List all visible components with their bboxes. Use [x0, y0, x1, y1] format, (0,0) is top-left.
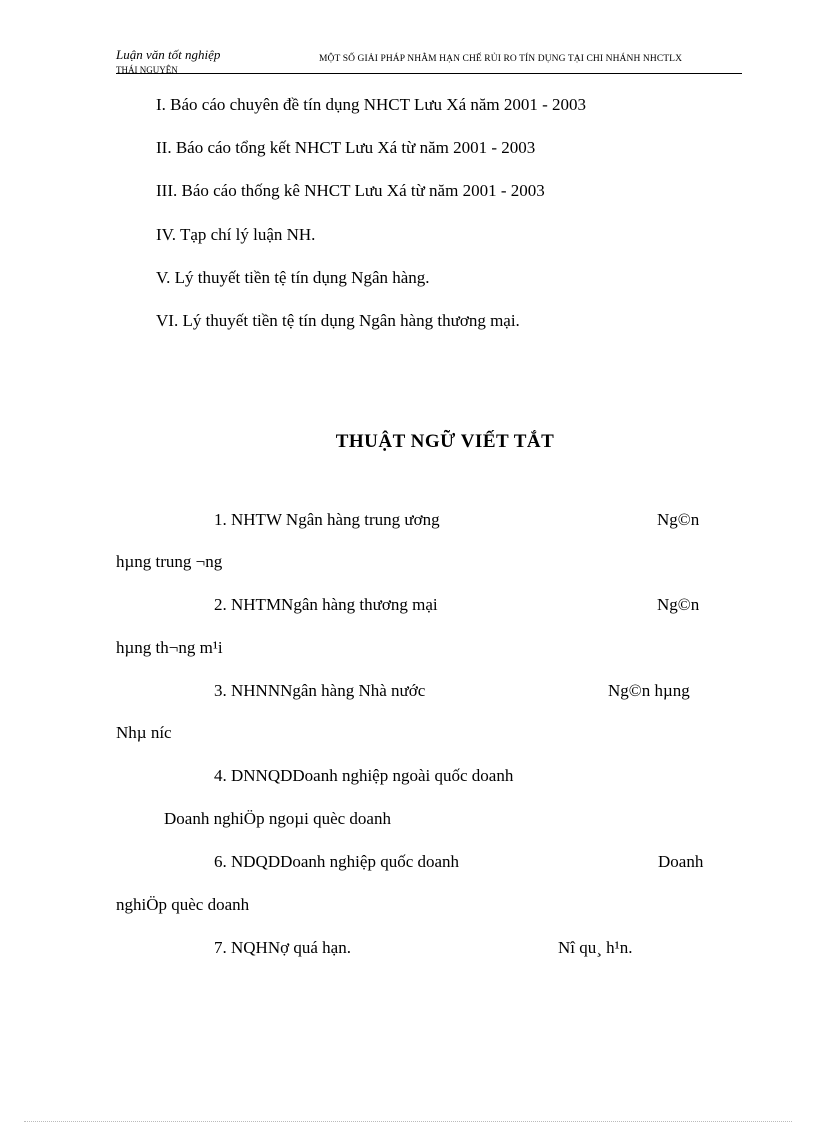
header-location: THÁI NGUYÊN	[116, 65, 178, 75]
abbreviation-legacy-text: hµng trung ¬ng	[116, 552, 223, 571]
abbreviation-legacy-text: Nî qu¸ h¹n.	[558, 938, 633, 957]
abbreviation-entry: 4. DNNQDDoanh nghiệp ngoài quốc doanh	[214, 766, 514, 785]
abbreviation-entry: 2. NHTMNgân hàng thương mại	[214, 595, 438, 614]
header-thesis-label: Luận văn tốt nghiệp	[116, 47, 221, 62]
abbreviation-entry: 7. NQHNợ quá hạn.	[214, 938, 351, 957]
reference-item: II. Báo cáo tổng kết NHCT Lưu Xá từ năm 2001 - 2003	[156, 138, 536, 157]
reference-item: IV. Tạp chí lý luận NH.	[156, 225, 316, 244]
section-title: THUẬT NGỮ VIẾT TẮT	[335, 431, 555, 452]
page-header	[116, 48, 742, 76]
reference-item: VI. Lý thuyết tiền tệ tín dụng Ngân hàng thương mại.	[156, 311, 520, 330]
abbreviation-legacy-text: Ng©n	[657, 595, 700, 614]
abbreviation-legacy-text: Ng©n	[657, 510, 700, 529]
reference-item: V. Lý thuyết tiền tệ tín dụng Ngân hàng.	[156, 268, 430, 287]
abbreviation-legacy-text: Doanh	[658, 852, 704, 871]
abbreviation-legacy-text: nghiÖp quèc doanh	[116, 895, 250, 914]
abbreviation-legacy-text: Nhµ níc	[116, 723, 172, 742]
abbreviation-legacy-text: hµng th¬ng m¹i	[116, 638, 223, 657]
abbreviation-entry: 3. NHNNNgân hàng Nhà nước	[214, 681, 426, 700]
abbreviation-legacy-text: Doanh nghiÖp ngoµi quèc doanh	[164, 809, 391, 828]
abbreviation-entry: 6. NDQDDoanh nghiệp quốc doanh	[214, 852, 460, 871]
reference-item: I. Báo cáo chuyên đề tín dụng NHCT Lưu Xá năm 2001 - 2003	[156, 95, 587, 114]
page-bottom-edge	[24, 1121, 792, 1122]
header-thesis-title: MỘT SỐ GIẢI PHÁP NHẰM HẠN CHẾ RỦI RO TÍN DỤNG TẠI CHI NHÁNH NHCTLX	[319, 54, 683, 64]
reference-item: III. Báo cáo thống kê NHCT Lưu Xá từ năm 2001 - 2003	[156, 181, 545, 200]
abbreviation-legacy-text: Ng©n hµng	[608, 681, 690, 700]
header-divider	[116, 73, 742, 74]
abbreviation-entry: 1. NHTW Ngân hàng trung ương	[214, 510, 440, 529]
